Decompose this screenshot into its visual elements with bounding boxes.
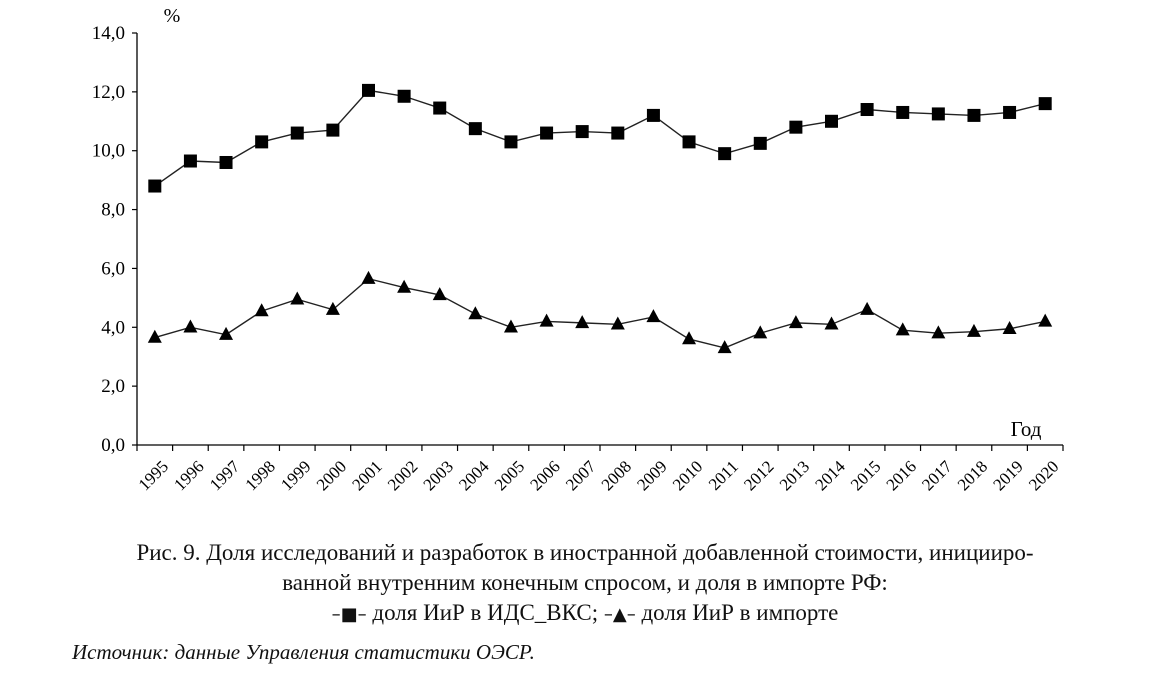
y-tick-label: 14,0 <box>91 23 125 44</box>
x-tick-label: 2011 <box>704 456 742 494</box>
x-tick-label: 2006 <box>526 456 564 495</box>
source-note: Источник: данные Управления статистики ОЭСР. <box>72 640 535 664</box>
square-marker <box>148 180 161 193</box>
square-marker <box>932 107 945 120</box>
square-marker <box>540 127 553 140</box>
x-tick-label: 2008 <box>597 456 636 495</box>
square-marker-legend-icon: –■– <box>331 604 367 625</box>
triangle-marker <box>575 315 589 328</box>
x-tick-label: 1998 <box>241 456 279 495</box>
x-axis-ticks <box>135 445 1063 494</box>
y-tick-label: 12,0 <box>91 81 125 103</box>
square-marker <box>469 122 482 135</box>
y-tick-label: 6,0 <box>101 258 125 280</box>
x-tick-label: 2014 <box>811 456 849 495</box>
square-marker <box>362 84 375 97</box>
triangle-marker <box>860 302 874 315</box>
y-tick-label: 4,0 <box>101 317 125 339</box>
x-tick-label: 1999 <box>277 456 315 495</box>
x-tick-label: 2012 <box>740 456 778 495</box>
x-tick-label: 2020 <box>1025 456 1063 495</box>
x-tick-label: 2010 <box>668 456 707 495</box>
square-marker <box>220 156 233 169</box>
x-tick-label: 2019 <box>989 456 1027 495</box>
x-tick-label: 2015 <box>846 456 885 495</box>
triangle-marker <box>931 325 945 338</box>
legend-label-triangle: доля ИиР в импорте <box>635 600 839 625</box>
square-marker <box>1039 97 1052 110</box>
square-marker <box>861 103 874 116</box>
x-tick-label: 2003 <box>419 456 458 495</box>
x-tick-label: 2017 <box>918 456 956 495</box>
square-marker <box>504 135 517 148</box>
square-marker <box>433 102 446 115</box>
triangle-marker <box>682 331 696 344</box>
x-tick-label: 2013 <box>775 456 814 495</box>
x-tick-label: 2001 <box>348 456 386 495</box>
y-axis-ticks <box>92 23 137 456</box>
square-marker <box>896 106 909 119</box>
square-marker <box>647 109 660 122</box>
square-marker <box>255 135 268 148</box>
x-tick-label: 1997 <box>205 456 244 495</box>
square-marker <box>291 127 304 140</box>
y-tick-label: 0,0 <box>101 435 125 456</box>
square-marker <box>754 137 767 150</box>
x-tick-label: 1995 <box>134 456 173 495</box>
triangle-marker <box>468 306 482 319</box>
series-markers <box>148 84 1052 353</box>
square-marker <box>398 90 411 103</box>
square-marker <box>576 125 589 138</box>
triangle-marker <box>183 319 197 332</box>
figure-caption-line-1: Рис. 9. Доля исследований и разработок в иностранной добавленной стоимости, иницииро- <box>136 540 1034 565</box>
square-marker <box>1003 106 1016 119</box>
series-lines <box>155 90 1045 348</box>
chart-axes <box>137 33 1063 445</box>
x-tick-label: 2016 <box>882 456 921 495</box>
triangle-marker-legend-icon: –▲– <box>603 604 636 625</box>
triangle-marker <box>540 314 554 327</box>
square-marker <box>611 127 624 140</box>
triangle-marker <box>362 271 376 284</box>
triangle-marker <box>789 315 803 328</box>
y-tick-label: 10,0 <box>91 140 125 162</box>
triangle-marker <box>1038 314 1052 327</box>
triangle-marker <box>967 324 981 337</box>
square-marker <box>184 155 197 168</box>
square-marker <box>683 135 696 148</box>
figure-legend <box>0 598 1170 629</box>
x-tick-label: 2005 <box>490 456 529 495</box>
triangle-marker <box>896 322 910 335</box>
triangle-marker <box>646 309 660 322</box>
legend-label-square: доля ИиР в ИДС_ВКС; <box>366 600 604 625</box>
x-tick-label: 2002 <box>383 456 422 495</box>
square-marker <box>718 147 731 160</box>
series-line-1 <box>155 90 1045 186</box>
y-axis-label: % <box>163 5 181 27</box>
figure-caption-line-2: ванной внутренним конечным спросом, и доля в импорте РФ: <box>282 570 888 595</box>
y-tick-label: 8,0 <box>101 199 125 221</box>
x-tick-label: 1996 <box>170 456 208 495</box>
square-marker <box>967 109 980 122</box>
x-axis-label: Год <box>1010 417 1042 441</box>
triangle-marker <box>290 292 304 305</box>
x-tick-label: 2018 <box>953 456 992 495</box>
x-tick-label: 2000 <box>312 456 351 495</box>
x-tick-label: 2009 <box>633 456 671 495</box>
square-marker <box>326 124 339 137</box>
y-tick-label: 2,0 <box>101 376 125 398</box>
series-line-2 <box>155 279 1045 348</box>
square-marker <box>825 115 838 128</box>
x-tick-label: 2007 <box>562 456 600 495</box>
x-tick-label: 2004 <box>455 456 493 495</box>
square-marker <box>789 121 802 134</box>
